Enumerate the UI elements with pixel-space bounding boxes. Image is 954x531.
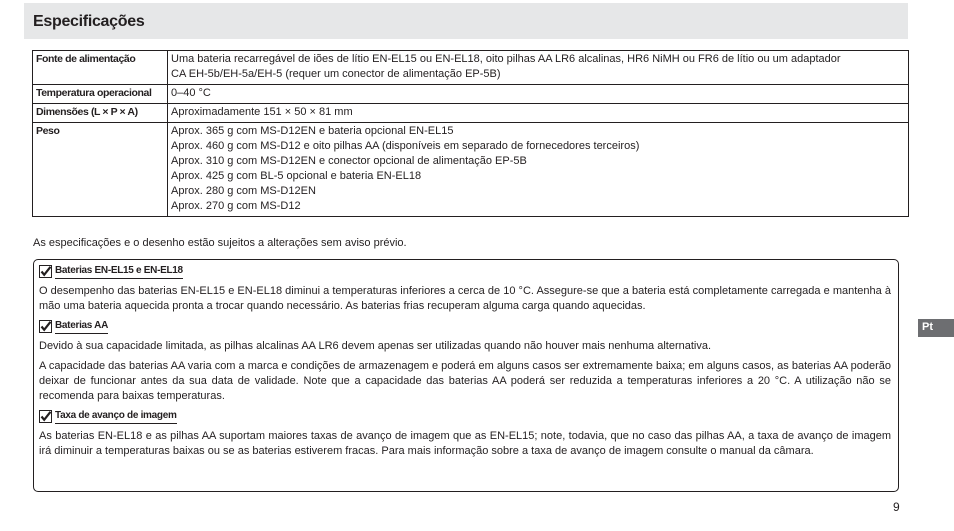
check-icon <box>39 265 52 278</box>
note-heading-rate <box>39 409 891 426</box>
notes-box <box>33 259 899 492</box>
spec-value-line: Aprox. 425 g com BL-5 opcional e bateria EN-EL18 <box>171 170 422 182</box>
note-text: A capacidade das baterias AA varia com a marca e condições de armazenagem e poderá em alguns casos ser extremamente baixa; em alguns casos, as baterias AA poderão deixar de funcionar antes da sua data de validade. Note que a capacidade das baterias AA poderá ser reduzida a temperaturas inferiores a 20 °C. A utilização não se recomenda para baixas temperaturas. <box>39 360 891 402</box>
note-text: Devido à sua capacidade limitada, as pilhas alcalinas AA LR6 devem apenas ser utilizadas quando não houver mais nenhuma alternativa. <box>39 340 712 352</box>
spec-value-line: Aprox. 310 g com MS-D12EN e conector opcional de alimentação EP-5B <box>171 155 527 167</box>
check-icon <box>39 410 52 423</box>
table-row <box>33 85 909 104</box>
spec-value-line: Aprox. 280 g com MS-D12EN <box>171 185 316 197</box>
spec-value-line: Uma bateria recarregável de iões de lítio EN-EL15 ou EN-EL18, oito pilhas AA LR6 alcalinas, HR6 NiMH ou FR6 de lítio ou um adaptador <box>171 53 841 65</box>
note-heading-enel <box>39 264 891 281</box>
spec-value-weight <box>168 123 909 217</box>
note-text: O desempenho das baterias EN-EL15 e EN-EL18 diminui a temperaturas inferiores a cerca de 10 °C. Assegure-se que a bateria está completamente carregada e mantenha à mão uma bateria aquecida pronta a trocar quando necessário. As baterias frias recuperam alguma carga quando aquecidas. <box>39 285 891 312</box>
spec-value-line: Aprox. 460 g com MS-D12 e oito pilhas AA (disponíveis em separado de fornecedores terceiros) <box>171 140 640 152</box>
table-row <box>33 123 909 217</box>
note-text: As baterias EN-EL18 e as pilhas AA suportam maiores taxas de avanço de imagem que as EN-EL15; note, todavia, que no caso das pilhas AA, a taxa de avanço de imagem irá diminuir a temperaturas baixas ou se as baterias estiverem fracas. Para mais informação sobre a taxa de avanço de imagem consulte o manual da câmara. <box>39 430 891 457</box>
spec-value-line: Aprox. 365 g com MS-D12EN e bateria opcional EN-EL15 <box>171 125 454 137</box>
specs-footnote: As especificações e o desenho estão sujeitos a alterações sem aviso prévio. <box>33 237 407 249</box>
spec-label-power: Fonte de alimentação <box>33 51 168 85</box>
spec-value-line: CA EH-5b/EH-5a/EH-5 (requer um conector de alimentação EP-5B) <box>171 68 501 80</box>
spec-value-dimensions: Aproximadamente 151 × 50 × 81 mm <box>168 104 909 123</box>
spec-value-line: Aprox. 270 g com MS-D12 <box>171 200 301 212</box>
title-bar <box>24 3 908 39</box>
check-icon <box>39 320 52 333</box>
specs-table <box>32 50 909 217</box>
spec-label-dimensions: Dimensões (L × P × A) <box>33 104 168 123</box>
spec-label-weight: Peso <box>33 123 168 217</box>
note-heading-aa <box>39 319 891 336</box>
table-row <box>33 104 909 123</box>
language-tab: Pt <box>918 319 954 337</box>
spec-value-power <box>168 51 909 85</box>
table-row <box>33 51 909 85</box>
page-title: Especificações <box>33 13 145 30</box>
spec-value-temperature: 0–40 °C <box>168 85 909 104</box>
note-title: Baterias AA <box>55 319 108 334</box>
note-title: Baterias EN-EL15 e EN-EL18 <box>55 264 183 279</box>
note-title: Taxa de avanço de imagem <box>55 409 177 424</box>
spec-label-temperature: Temperatura operacional <box>33 85 168 104</box>
page-number: 9 <box>893 500 900 514</box>
